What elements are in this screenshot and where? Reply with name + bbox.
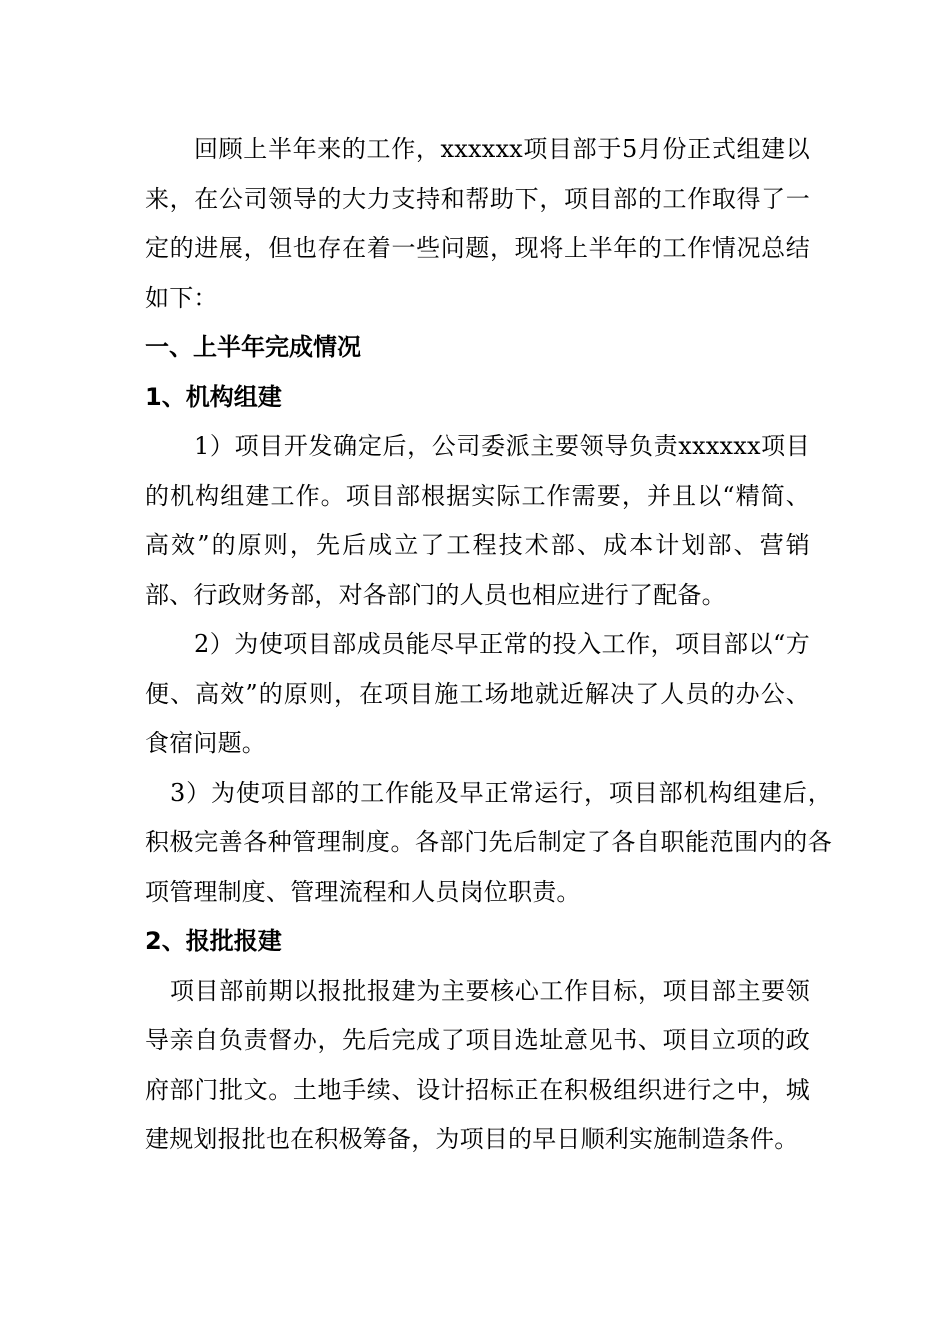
organization-item-3: 3）为使项目部的工作能及早正常运行，项目部机构组建后，积极完善各种管理制度。各部门先后制定了各自职能范围内的各项管理制度、管理流程和人员岗位职责。 xyxy=(145,778,832,906)
subsection-heading-approval: 2、报批报建 xyxy=(145,927,282,955)
organization-item-2: 2）为使项目部成员能尽早正常的投入工作，项目部以“方便、高效”的原则，在项目施工场地就近解决了人员的办公、食宿问题。 xyxy=(145,630,810,757)
document-body xyxy=(145,125,832,1165)
intro-paragraph: 回顾上半年来的工作，xxxxxx项目部于5月份正式组建以来，在公司领导的大力支持和帮助下，项目部的工作取得了一定的进展，但也存在着一些问题，现将上半年的工作情况总结如下： xyxy=(145,135,810,312)
approval-paragraph: 项目部前期以报批报建为主要核心工作目标，项目部主要领导亲自负责督办，先后完成了项目选址意见书、项目立项的政府部门批文。土地手续、设计招标正在积极组织进行之中，城建规划报批也在积极筹备，为项目的早日顺利实施制造条件。 xyxy=(145,976,810,1153)
subsection-heading-organization: 1、机构组建 xyxy=(145,382,282,411)
organization-item-1: 1）项目开发确定后，公司委派主要领导负责xxxxxx项目的机构组建工作。项目部根据实际工作需要，并且以“精简、高效”的原则，先后成立了工程技术部、成本计划部、营销部、行政财务部，对各部门的人员也相应进行了配备。 xyxy=(145,432,810,609)
section-heading-first-half-results: 一、上半年完成情况 xyxy=(145,333,361,361)
